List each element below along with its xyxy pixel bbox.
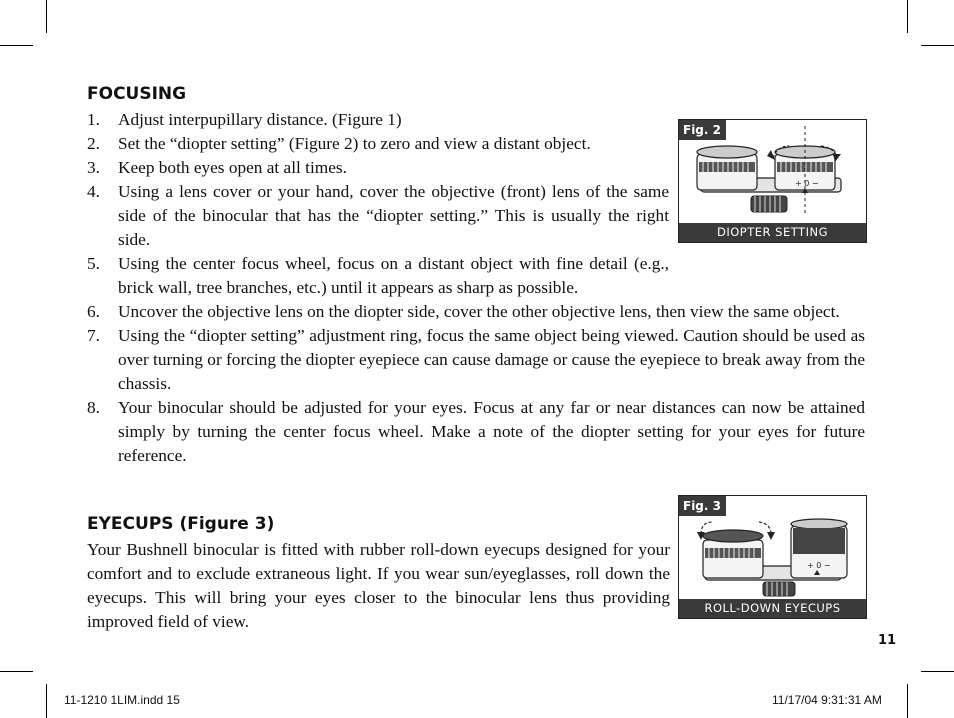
step-number: 5. <box>87 254 100 273</box>
eyecups-heading: EYECUPS (Figure 3) <box>87 514 275 534</box>
figure-label: Fig. 3 <box>679 496 726 516</box>
eyecups-paragraph: Your Bushnell binocular is fitted with rubber roll-down eyecups designed for your comfort and to exclude extraneous light. If you wear sun/eyeglasses, roll down the eyecups. This will bring your eyes closer to the binocular lens thus providing improved field of view. <box>87 540 670 631</box>
page-number: 11 <box>878 633 897 648</box>
crop-mark <box>46 684 47 718</box>
step-text: Using the center focus wheel, focus on a distant object with fine detail (e.g., brick wall, tree branches, etc.) until it appears as sharp as possible. <box>118 254 669 297</box>
step-text: Set the “diopter setting” (Figure 2) to zero and view a distant object. <box>118 134 591 153</box>
list-item <box>87 324 865 396</box>
diopter-scale-marks: + 0 − <box>807 561 831 570</box>
figure-diopter-setting <box>678 119 867 243</box>
step-text: Keep both eyes open at all times. <box>118 158 347 177</box>
step-number: 6. <box>87 302 100 321</box>
figure-caption: ROLL-DOWN EYECUPS <box>679 599 866 618</box>
step-number: 8. <box>87 398 100 417</box>
step-number: 3. <box>87 158 100 177</box>
focusing-heading: FOCUSING <box>87 84 187 104</box>
figure-caption: DIOPTER SETTING <box>679 223 866 242</box>
step-number: 1. <box>87 110 100 129</box>
slug-filename: 11-1210 1LIM.indd 15 <box>64 693 180 707</box>
step-text: Adjust interpupillary distance. (Figure 1) <box>118 110 402 129</box>
crop-mark <box>0 45 33 46</box>
step-number: 4. <box>87 182 100 201</box>
diopter-scale-marks: + 0 − <box>795 179 819 188</box>
crop-mark <box>907 684 908 718</box>
step-number: 7. <box>87 326 100 345</box>
step-text: Uncover the objective lens on the diopter side, cover the other objective lens, then view the same object. <box>118 302 840 321</box>
figure-label: Fig. 2 <box>679 120 726 140</box>
crop-mark <box>0 671 33 672</box>
figure-roll-down-eyecups <box>678 495 867 619</box>
list-item <box>87 396 865 468</box>
step-text: Your binocular should be adjusted for your eyes. Focus at any far or near distances can now be attained simply by turning the center focus wheel. Make a note of the diopter setting for your eyes for future reference. <box>118 398 865 465</box>
step-text: Using the “diopter setting” adjustment ring, focus the same object being viewed. Caution should be used as over turning or forcing the diopter eyepiece can cause damage or cause the eyepiece to break away from the chassis. <box>118 326 865 393</box>
list-item <box>87 252 669 300</box>
step-text: Using a lens cover or your hand, cover the objective (front) lens of the same side of the binocular that has the “diopter setting.” This is usually the right side. <box>118 182 669 249</box>
step-number: 2. <box>87 134 100 153</box>
crop-mark <box>921 671 954 672</box>
crop-mark <box>46 0 47 33</box>
list-item <box>87 180 669 252</box>
crop-mark <box>907 0 908 33</box>
slug-timestamp: 11/17/04 9:31:31 AM <box>772 693 882 707</box>
list-item <box>87 300 865 324</box>
crop-mark <box>921 45 954 46</box>
